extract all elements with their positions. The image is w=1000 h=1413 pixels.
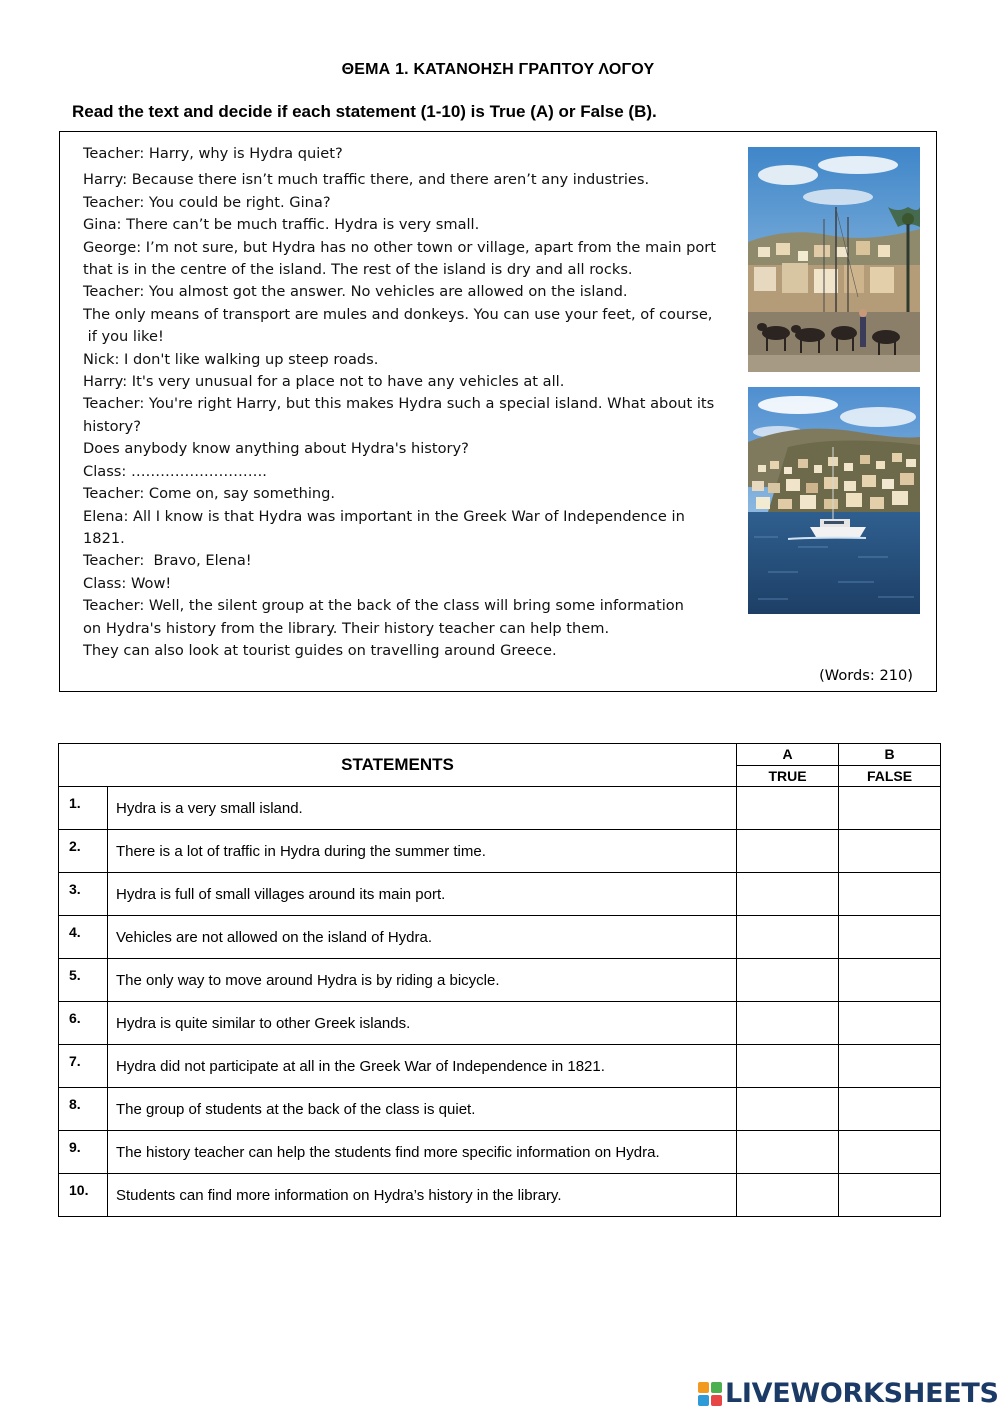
statement-number: 7. xyxy=(59,1045,108,1088)
answer-false-cell[interactable] xyxy=(839,1088,941,1131)
column-b-letter: B xyxy=(839,744,941,766)
reading-text-box xyxy=(59,131,937,692)
dialogue-line: Does anybody know anything about Hydra's history? xyxy=(83,440,469,458)
statement-text: The only way to move around Hydra is by riding a bicycle. xyxy=(108,959,737,1002)
statement-text: Hydra is full of small villages around its main port. xyxy=(108,873,737,916)
answer-true-cell[interactable] xyxy=(737,787,839,830)
dialogue-line: Class: Wow! xyxy=(83,574,172,592)
table-row xyxy=(59,830,941,873)
dialogue-line: Class: ………………………. xyxy=(83,462,267,480)
answer-true-cell[interactable] xyxy=(737,873,839,916)
hydra-port-photo xyxy=(748,147,920,372)
table-row xyxy=(59,959,941,1002)
column-b-false-label: FALSE xyxy=(839,765,941,787)
dialogue-line: 1821. xyxy=(83,529,125,547)
answer-true-cell[interactable] xyxy=(737,830,839,873)
answer-true-cell[interactable] xyxy=(737,1088,839,1131)
table-row xyxy=(59,1045,941,1088)
hydra-bay-photo xyxy=(748,387,920,614)
dialogue-line: that is in the centre of the island. The rest of the island is dry and all rocks. xyxy=(83,261,633,279)
dialogue-line: Harry: Because there isn’t much traffic there, and there aren’t any industries. xyxy=(83,171,650,189)
statement-text: There is a lot of traffic in Hydra during the summer time. xyxy=(108,830,737,873)
dialogue-text xyxy=(83,143,743,662)
liveworksheets-logo-text: LIVEWORKSHEETS xyxy=(725,1378,999,1409)
dialogue-line: Teacher: You could be right. Gina? xyxy=(83,193,331,211)
statement-number: 4. xyxy=(59,916,108,959)
column-a-true-label: TRUE xyxy=(737,765,839,787)
table-row xyxy=(59,787,941,830)
statement-number: 5. xyxy=(59,959,108,1002)
statement-number: 3. xyxy=(59,873,108,916)
answer-false-cell[interactable] xyxy=(839,1131,941,1174)
statement-text: Hydra is quite similar to other Greek islands. xyxy=(108,1002,737,1045)
table-row xyxy=(59,1088,941,1131)
dialogue-line: Nick: I don't like walking up steep roads. xyxy=(83,350,379,368)
worksheet-title: ΘΕΜΑ 1. ΚΑΤΑΝΟΗΣΗ ΓΡΑΠΤΟΥ ΛΟΓΟΥ xyxy=(341,61,655,78)
statement-text: Hydra is a very small island. xyxy=(108,787,737,830)
statement-number: 2. xyxy=(59,830,108,873)
statement-number: 8. xyxy=(59,1088,108,1131)
statement-number: 9. xyxy=(59,1131,108,1174)
table-row xyxy=(59,1131,941,1174)
word-count: (Words: 210) xyxy=(819,667,913,684)
answer-true-cell[interactable] xyxy=(737,1131,839,1174)
dialogue-line: They can also look at tourist guides on travelling around Greece. xyxy=(83,641,557,659)
statement-number: 1. xyxy=(59,787,108,830)
statements-table xyxy=(58,743,941,1217)
dialogue-line: The only means of transport are mules and donkeys. You can use your feet, of course, xyxy=(83,305,713,323)
answer-true-cell[interactable] xyxy=(737,1174,839,1217)
answer-true-cell[interactable] xyxy=(737,959,839,1002)
dialogue-line: Harry: It's very unusual for a place not to have any vehicles at all. xyxy=(83,373,565,391)
statement-text: The group of students at the back of the class is quiet. xyxy=(108,1088,737,1131)
table-row xyxy=(59,916,941,959)
dialogue-line: if you like! xyxy=(83,328,164,346)
statement-text: Students can find more information on Hydra’s history in the library. xyxy=(108,1174,737,1217)
statement-text: Hydra did not participate at all in the Greek War of Independence in 1821. xyxy=(108,1045,737,1088)
statement-text: The history teacher can help the students find more specific information on Hydra. xyxy=(108,1131,737,1174)
statement-number: 6. xyxy=(59,1002,108,1045)
dialogue-line: Teacher: Well, the silent group at the back of the class will bring some information xyxy=(83,597,684,615)
statement-number: 10. xyxy=(59,1174,108,1217)
column-a-letter: A xyxy=(737,744,839,766)
liveworksheets-logo[interactable] xyxy=(697,1378,999,1409)
answer-true-cell[interactable] xyxy=(737,916,839,959)
dialogue-line: Teacher: Come on, say something. xyxy=(83,485,336,503)
dialogue-line: Teacher: Bravo, Elena! xyxy=(83,552,252,570)
answer-false-cell[interactable] xyxy=(839,830,941,873)
dialogue-line: Gina: There can’t be much traffic. Hydra is very small. xyxy=(83,216,480,234)
statement-text: Vehicles are not allowed on the island of Hydra. xyxy=(108,916,737,959)
dialogue-line: Teacher: You almost got the answer. No vehicles are allowed on the island. xyxy=(83,283,628,301)
table-row xyxy=(59,1174,941,1217)
answer-false-cell[interactable] xyxy=(839,959,941,1002)
dialogue-line: George: I’m not sure, but Hydra has no other town or village, apart from the main port xyxy=(83,238,717,256)
answer-false-cell[interactable] xyxy=(839,916,941,959)
answer-false-cell[interactable] xyxy=(839,787,941,830)
answer-true-cell[interactable] xyxy=(737,1045,839,1088)
dialogue-line: on Hydra's history from the library. Their history teacher can help them. xyxy=(83,619,610,637)
answer-false-cell[interactable] xyxy=(839,1174,941,1217)
table-row xyxy=(59,873,941,916)
answer-false-cell[interactable] xyxy=(839,873,941,916)
instructions: Read the text and decide if each statement (1-10) is True (A) or False (B). xyxy=(72,102,657,121)
dialogue-line: Teacher: You're right Harry, but this makes Hydra such a special island. What about its xyxy=(83,395,715,413)
dialogue-line: Elena: All I know is that Hydra was important in the Greek War of Independence in xyxy=(83,507,685,525)
dialogue-line: Teacher: Harry, why is Hydra quiet? xyxy=(83,145,343,162)
dialogue-line: history? xyxy=(83,417,141,435)
table-row xyxy=(59,1002,941,1045)
answer-false-cell[interactable] xyxy=(839,1002,941,1045)
liveworksheets-logo-icon xyxy=(697,1381,723,1407)
answer-false-cell[interactable] xyxy=(839,1045,941,1088)
statements-header: STATEMENTS xyxy=(59,744,737,787)
answer-true-cell[interactable] xyxy=(737,1002,839,1045)
